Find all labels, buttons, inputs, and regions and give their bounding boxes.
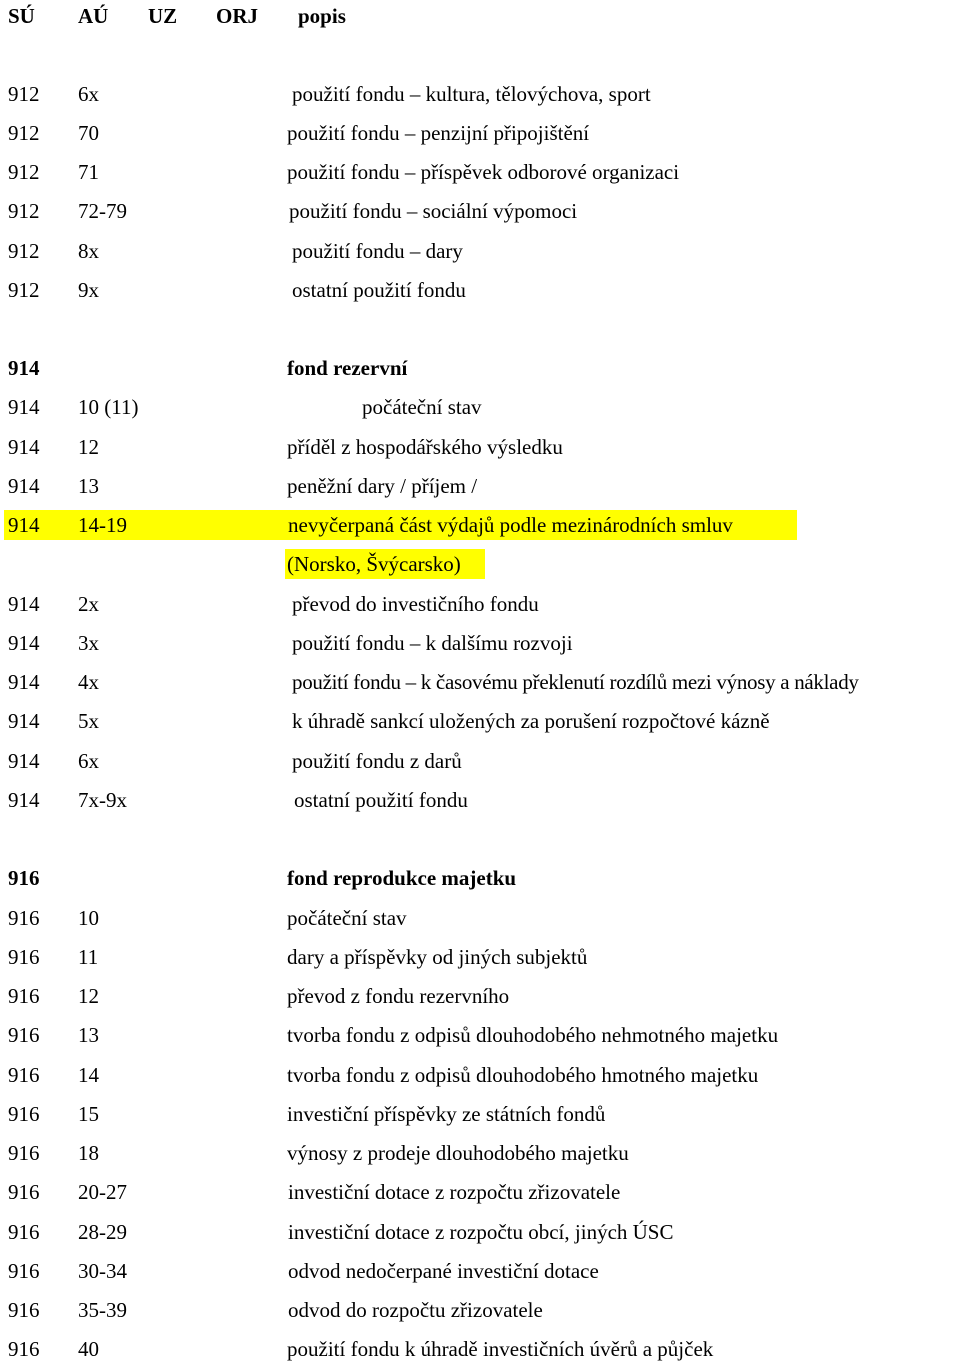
table-row [0,667,960,697]
au-cell: 35-39 [78,1298,127,1322]
su-cell: 916 [8,1337,40,1361]
description-cell: odvod nedočerpané investiční dotace [288,1259,599,1283]
description-cell: použití fondu – sociální výpomoci [289,199,578,223]
su-cell: 916 [8,1141,40,1165]
header-popis: popis [298,4,346,28]
table-row [0,1060,960,1090]
table-row [0,432,960,462]
table-row [0,785,960,815]
table-row [0,196,960,226]
section-heading-row [0,353,960,383]
au-cell: 8x [78,239,99,263]
description-cell: nevyčerpaná část výdajů podle mezinárodních smluv [288,513,733,537]
au-cell: 15 [78,1102,99,1126]
su-cell: 916 [8,866,40,890]
header-au: AÚ [78,4,109,28]
su-cell: 916 [8,945,40,969]
au-cell: 30-34 [78,1259,127,1283]
su-cell: 912 [8,160,40,184]
su-cell: 916 [8,1298,40,1322]
table-row [0,392,960,422]
su-cell: 912 [8,82,40,106]
su-cell: 914 [8,709,40,733]
table-row [0,1217,960,1247]
table-header [0,1,960,31]
description-cell: peněžní dary / příjem / [287,474,478,498]
description-cell: investiční dotace z rozpočtu zřizovatele [288,1180,621,1204]
description-cell: počáteční stav [362,395,482,419]
su-cell: 914 [8,749,40,773]
table-row [0,1020,960,1050]
description-cell: ostatní použití fondu [294,788,468,812]
description-cell: k úhradě sankcí uložených za porušení rozpočtové kázně [292,709,770,733]
su-cell: 914 [8,356,40,380]
au-cell: 9x [78,278,99,302]
description-cell: odvod do rozpočtu zřizovatele [288,1298,543,1322]
au-cell: 13 [78,474,99,498]
au-cell: 28-29 [78,1220,127,1244]
table-row [0,1138,960,1168]
au-cell: 13 [78,1023,99,1047]
au-cell: 20-27 [78,1180,127,1204]
section-title: fond rezervní [287,356,408,380]
table-row [0,706,960,736]
description-cell: použití fondu – k časovému překlenutí rozdílů mezi výnosy a náklady [292,670,859,694]
description-cell: příděl z hospodářského výsledku [287,435,563,459]
description-cell: dary a příspěvky od jiných subjektů [287,945,588,969]
su-cell: 914 [8,592,40,616]
au-cell: 7x-9x [78,788,127,812]
au-cell: 71 [78,160,99,184]
table-row [0,471,960,501]
description-cell: investiční dotace z rozpočtu obcí, jiných ÚSC [288,1220,674,1244]
table-row [0,275,960,305]
au-cell: 72-79 [78,199,127,223]
description-cell: (Norsko, Švýcarsko) [287,552,461,576]
au-cell: 14 [78,1063,99,1087]
table-row [0,746,960,776]
description-cell: použití fondu – penzijní připojištění [287,121,590,145]
au-cell: 3x [78,631,99,655]
su-cell: 912 [8,239,40,263]
table-row [0,1099,960,1129]
au-cell: 2x [78,592,99,616]
highlighted-row [0,510,960,540]
au-cell: 12 [78,435,99,459]
description-cell: převod z fondu rezervního [287,984,510,1008]
description-cell: použití fondu – příspěvek odborové organizaci [287,160,680,184]
table-row [0,903,960,933]
table-row [0,236,960,266]
table-row [0,157,960,187]
su-cell: 912 [8,278,40,302]
description-cell: počáteční stav [287,906,407,930]
su-cell: 916 [8,906,40,930]
su-cell: 912 [8,199,40,223]
su-cell: 914 [8,631,40,655]
au-cell: 14-19 [78,513,127,537]
description-cell: použití fondu – kultura, tělovýchova, sport [292,82,651,106]
table-row [0,589,960,619]
su-cell: 914 [8,395,40,419]
au-cell: 10 [78,906,99,930]
description-cell: investiční příspěvky ze státních fondů [287,1102,606,1126]
su-cell: 916 [8,1220,40,1244]
au-cell: 70 [78,121,99,145]
au-cell: 4x [78,670,99,694]
highlighted-continuation-row [0,549,960,579]
description-cell: použití fondu z darů [292,749,462,773]
description-cell: převod do investičního fondu [292,592,539,616]
table-row [0,79,960,109]
header-su: SÚ [8,4,35,28]
su-cell: 916 [8,1023,40,1047]
section-heading-row [0,863,960,893]
description-cell: tvorba fondu z odpisů dlouhodobého nehmotného majetku [287,1023,779,1047]
section-title: fond reprodukce majetku [287,866,517,890]
description-cell: ostatní použití fondu [292,278,466,302]
au-cell: 5x [78,709,99,733]
table-row [0,942,960,972]
su-cell: 912 [8,121,40,145]
au-cell: 40 [78,1337,99,1361]
table-row [0,1177,960,1207]
table-row [0,1256,960,1286]
table-row [0,1334,960,1364]
description-cell: použití fondu – dary [292,239,463,263]
description-cell: použití fondu k úhradě investičních úvěrů a půjček [287,1337,714,1361]
description-cell: tvorba fondu z odpisů dlouhodobého hmotného majetku [287,1063,759,1087]
su-cell: 916 [8,1063,40,1087]
au-cell: 6x [78,82,99,106]
au-cell: 6x [78,749,99,773]
su-cell: 914 [8,788,40,812]
description-cell: použití fondu – k dalšímu rozvoji [292,631,573,655]
au-cell: 11 [78,945,99,969]
su-cell: 914 [8,435,40,459]
au-cell: 12 [78,984,99,1008]
su-cell: 916 [8,1102,40,1126]
au-cell: 10 (11) [78,395,139,419]
su-cell: 914 [8,670,40,694]
header-uz: UZ [148,4,178,28]
su-cell: 916 [8,1259,40,1283]
header-orj: ORJ [216,4,258,28]
table-row [0,628,960,658]
su-cell: 914 [8,474,40,498]
description-cell: výnosy z prodeje dlouhodobého majetku [287,1141,629,1165]
au-cell: 18 [78,1141,99,1165]
table-row [0,1295,960,1325]
su-cell: 916 [8,1180,40,1204]
table-row [0,981,960,1011]
su-cell: 914 [8,513,40,537]
table-row [0,118,960,148]
su-cell: 916 [8,984,40,1008]
